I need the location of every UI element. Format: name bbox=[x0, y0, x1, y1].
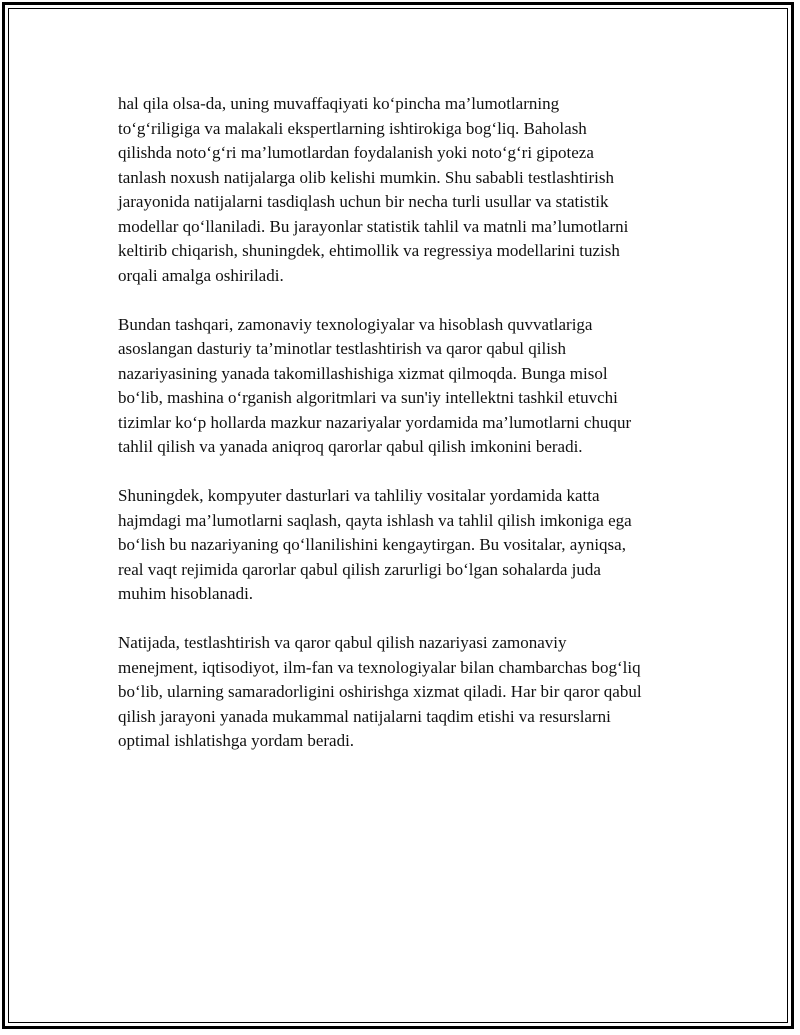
text-line: muhim hisoblanadi. bbox=[118, 584, 254, 603]
text-line: tanlash noxush natijalarga olib kelishi mumkin. Shu sababli testlashtirish bbox=[118, 167, 614, 187]
text-line: keltirib chiqarish, shuningdek, ehtimollik va regressiya modellarini tuzish bbox=[118, 241, 620, 260]
text-line: hal qila olsa-da, uning muvaffaqiyati ko‘pincha ma’lumotlarning bbox=[118, 94, 560, 113]
text-line: Natijada, testlashtirish va qaror qabul qilish nazariyasi zamonaviy bbox=[118, 633, 567, 652]
text-line: Bundan tashqari, zamonaviy texnologiyalar va hisoblash quvvatlariga bbox=[118, 314, 593, 334]
document-body bbox=[118, 92, 718, 778]
text-line: bo‘lib, mashina o‘rganish algoritmlari va sun'iy intellektni tashkil etuvchi bbox=[118, 388, 618, 407]
text-line: optimal ishlatishga yordam beradi. bbox=[118, 731, 355, 750]
text-line: Shuningdek, kompyuter dasturlari va tahliliy vositalar yordamida katta bbox=[118, 486, 600, 505]
text-line: bo‘lish bu nazariyaning qo‘llanilishini kengaytirgan. Bu vositalar, ayniqsa, bbox=[118, 535, 626, 554]
paragraph-2 bbox=[118, 313, 718, 460]
text-line: modellar qo‘llaniladi. Bu jarayonlar statistik tahlil va matnli ma’lumotlarni bbox=[118, 216, 629, 236]
text-line: to‘g‘riligiga va malakali ekspertlarning ishtirokiga bog‘liq. Baholash bbox=[118, 118, 587, 138]
text-line: menejment, iqtisodiyot, ilm-fan va texnologiyalar bilan chambarchas bog‘liq bbox=[118, 657, 641, 677]
text-line: real vaqt rejimida qarorlar qabul qilish zarurligi bo‘lgan sohalarda juda bbox=[118, 559, 601, 579]
text-line: orqali amalga oshiriladi. bbox=[118, 265, 284, 285]
text-line: nazariyasining yanada takomillashishiga xizmat qilmoqda. Bunga misol bbox=[118, 363, 608, 383]
text-line: qilish jarayoni yanada mukammal natijalarni taqdim etishi va resurslarni bbox=[118, 706, 611, 726]
paragraph-1 bbox=[118, 92, 718, 288]
text-line: tahlil qilish va yanada aniqroq qarorlar qabul qilish imkonini beradi. bbox=[118, 437, 583, 456]
paragraph-3 bbox=[118, 484, 718, 607]
text-line: hajmdagi ma’lumotlarni saqlash, qayta ishlash va tahlil qilish imkoniga ega bbox=[118, 510, 632, 530]
text-line: qilishda noto‘g‘ri ma’lumotlardan foydalanish yoki noto‘g‘ri gipoteza bbox=[118, 143, 594, 162]
text-line: tizimlar ko‘p hollarda mazkur nazariyalar yordamida ma’lumotlarni chuqur bbox=[118, 412, 632, 432]
text-line: asoslangan dasturiy ta’minotlar testlashtirish va qaror qabul qilish bbox=[118, 339, 567, 358]
text-line: bo‘lib, ularning samaradorligini oshirishga xizmat qiladi. Har bir qaror qabul bbox=[118, 682, 642, 701]
paragraph-4 bbox=[118, 631, 718, 754]
text-line: jarayonida natijalarni tasdiqlash uchun bir necha turli usullar va statistik bbox=[118, 192, 609, 211]
